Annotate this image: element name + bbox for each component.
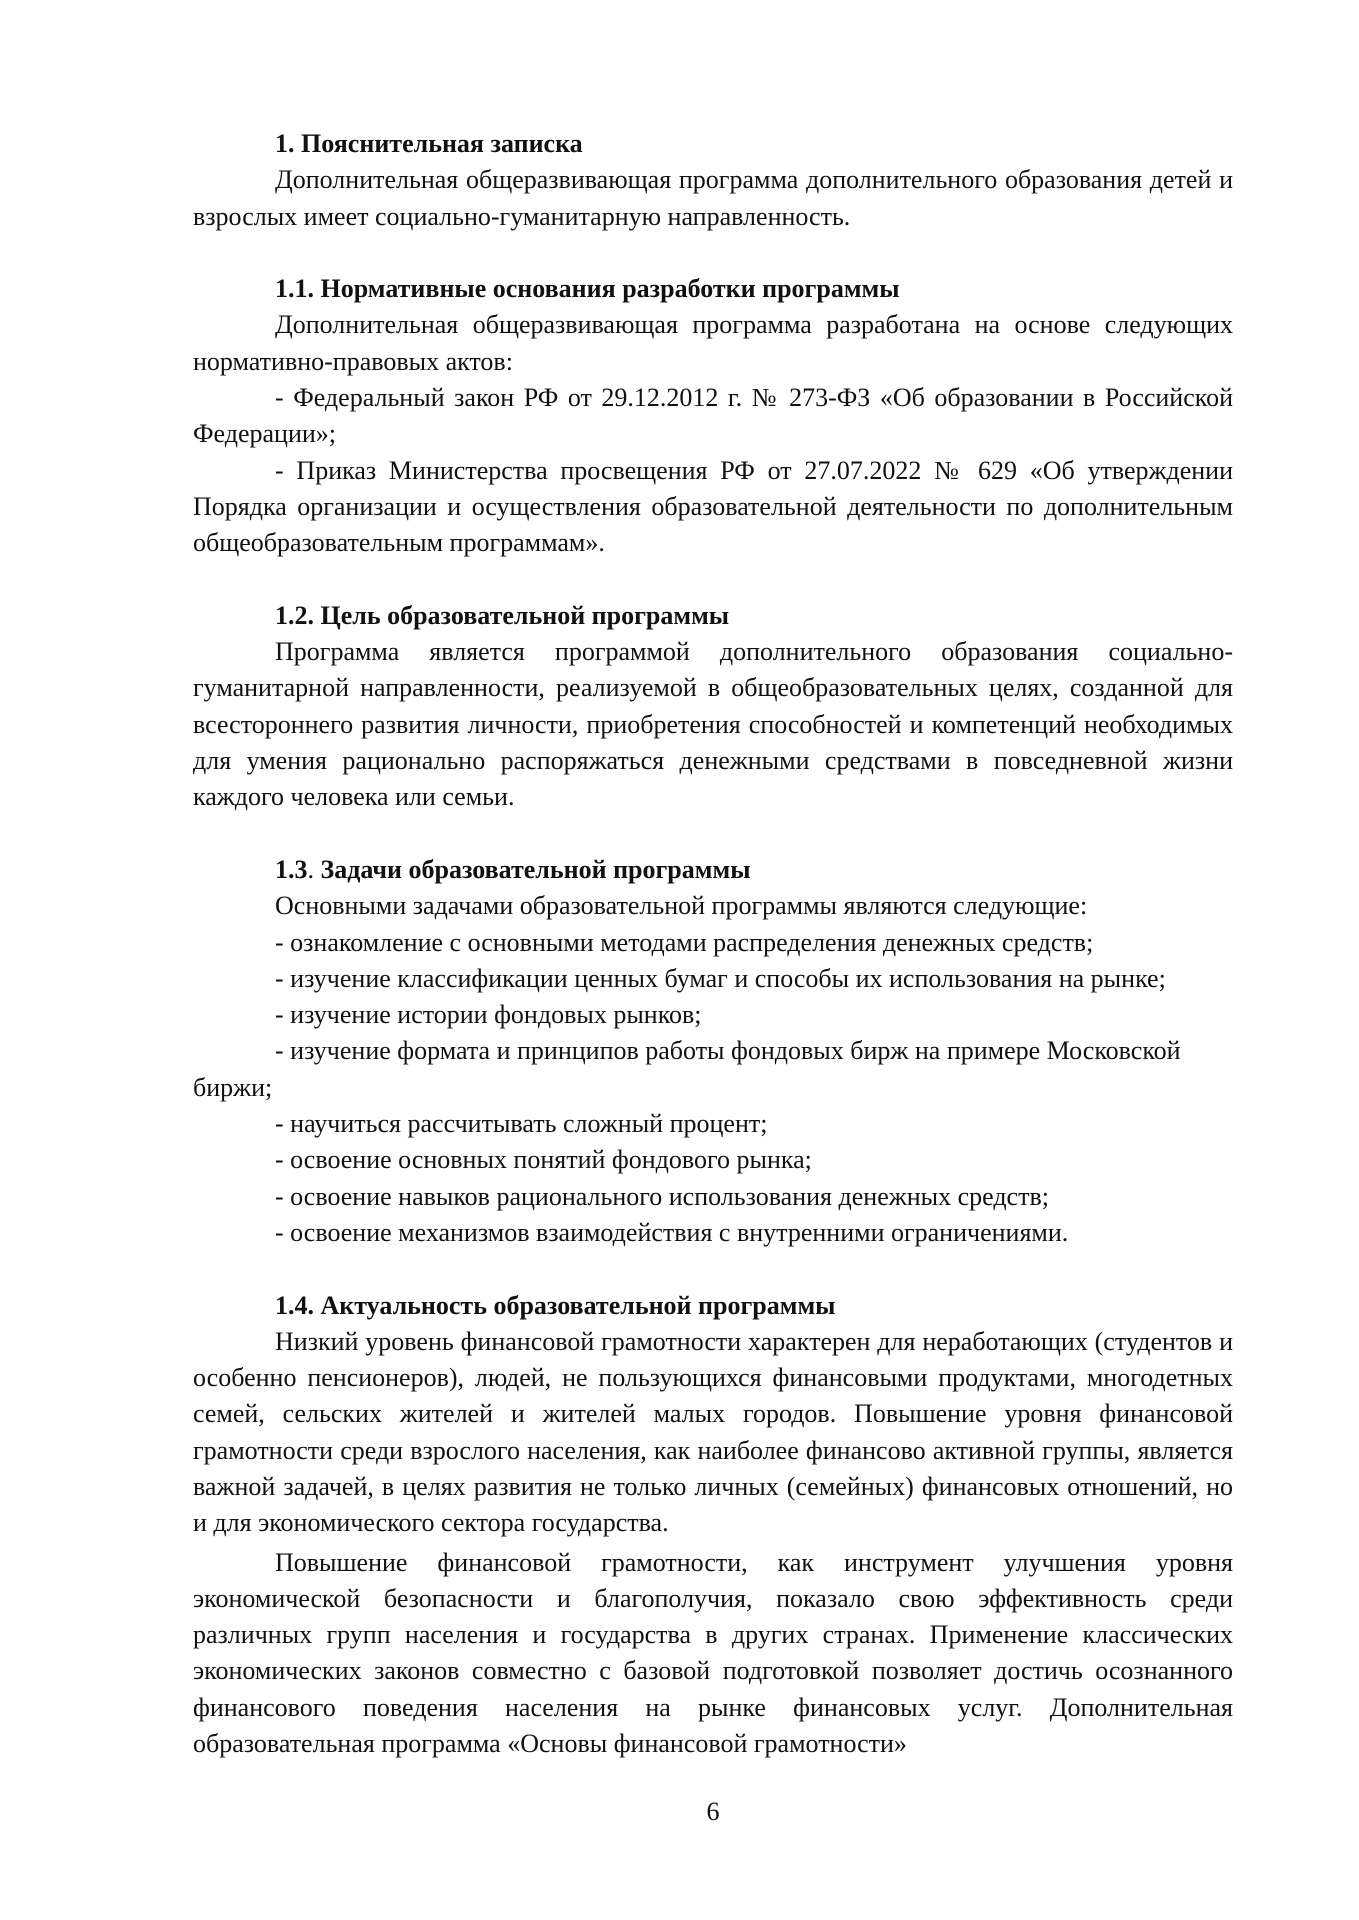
blank-line: [193, 562, 1233, 598]
section-heading-1: 1. Пояснительная записка: [275, 129, 583, 158]
section-1-4-paragraph: Низкий уровень финансовой грамотности характерен для неработающих (студентов и особенно пенсионеров), людей, не пользующихся финансовыми продуктами, многодетных семей, сельских жителей и жителей малых городов. Повышение уровня финансовой грамотности среди взрослого населения, как наиболее финансово активной группы, является важной задачей, в целях развития не только личных (семейных) финансовых отношений, но и для экономического сектора государства.: [193, 1326, 1233, 1538]
section-1-1-intro: Дополнительная общеразвивающая программа разработана на основе следующих нормативно-правовых актов:: [193, 310, 1233, 376]
section-number: 1.3: [275, 854, 308, 884]
section-number-dot: .: [307, 854, 314, 884]
blank-line: [193, 235, 1233, 271]
section-heading-1-2: 1.2. Цель образовательной программы: [275, 600, 730, 630]
section-title-text: Задачи образовательной программы: [314, 854, 751, 884]
document-page: [193, 126, 1233, 1762]
task-item: - изучение истории фондовых рынков;: [275, 1000, 702, 1030]
task-item: - освоение основных понятий фондового рынка;: [275, 1145, 812, 1175]
task-item: - изучение формата и принципов работы фондовых бирж на примере Московской биржи;: [193, 1036, 1181, 1102]
section-heading-1-3: [193, 852, 1233, 888]
section-heading-1-1: 1.1. Нормативные основания разработки программы: [275, 274, 900, 304]
blank-line: [193, 816, 1233, 852]
legal-act-item: - Федеральный закон РФ от 29.12.2012 г. № 273-ФЗ «Об образовании в Российской Федерации»;: [193, 383, 1233, 449]
task-item: - освоение навыков рационального использования денежных средств;: [275, 1181, 1049, 1211]
blank-line: [193, 1251, 1233, 1287]
section-1-3-intro: Основными задачами образовательной программы являются следующие:: [275, 891, 1088, 921]
task-item: - ознакомление с основными методами распределения денежных средств;: [275, 927, 1094, 957]
page-number: 6: [706, 1797, 720, 1826]
legal-act-item: - Приказ Министерства просвещения РФ от 27.07.2022 № 629 «Об утверждении Порядка организации и осуществления образовательной деятельности по дополнительным общеобразовательным программам».: [193, 455, 1233, 558]
task-item: - освоение механизмов взаимодействия с внутренними ограничениями.: [275, 1217, 1069, 1247]
task-item: - изучение классификации ценных бумаг и способы их использования на рынке;: [275, 963, 1166, 993]
task-item: - научиться рассчитывать сложный процент;: [275, 1109, 768, 1139]
section-1-2-paragraph: Программа является программой дополнительного образования социально-гуманитарной направленности, реализуемой в общеобразовательных целях, созданной для всестороннего развития личности, приобретения способностей и компетенций необходимых для умения рационально распоряжаться денежными средствами в повседневной жизни каждого человека или семьи.: [193, 637, 1233, 812]
section-1-paragraph: Дополнительная общеразвивающая программа дополнительного образования детей и взрослых имеет социально-гуманитарную направленность.: [193, 165, 1233, 231]
section-heading-1-4: 1.4. Актуальность образовательной программы: [275, 1290, 836, 1320]
section-1-4-paragraph: Повышение финансовой грамотности, как инструмент улучшения уровня экономической безопасности и благополучия, показало свою эффективность среди различных групп населения и государства в других странах. Применение классических экономических законов совместно с базовой подготовкой позволяет достичь осознанного финансового поведения населения на рынке финансовых услуг. Дополнительная образовательная программа «Основы финансовой грамотности»: [193, 1547, 1233, 1759]
